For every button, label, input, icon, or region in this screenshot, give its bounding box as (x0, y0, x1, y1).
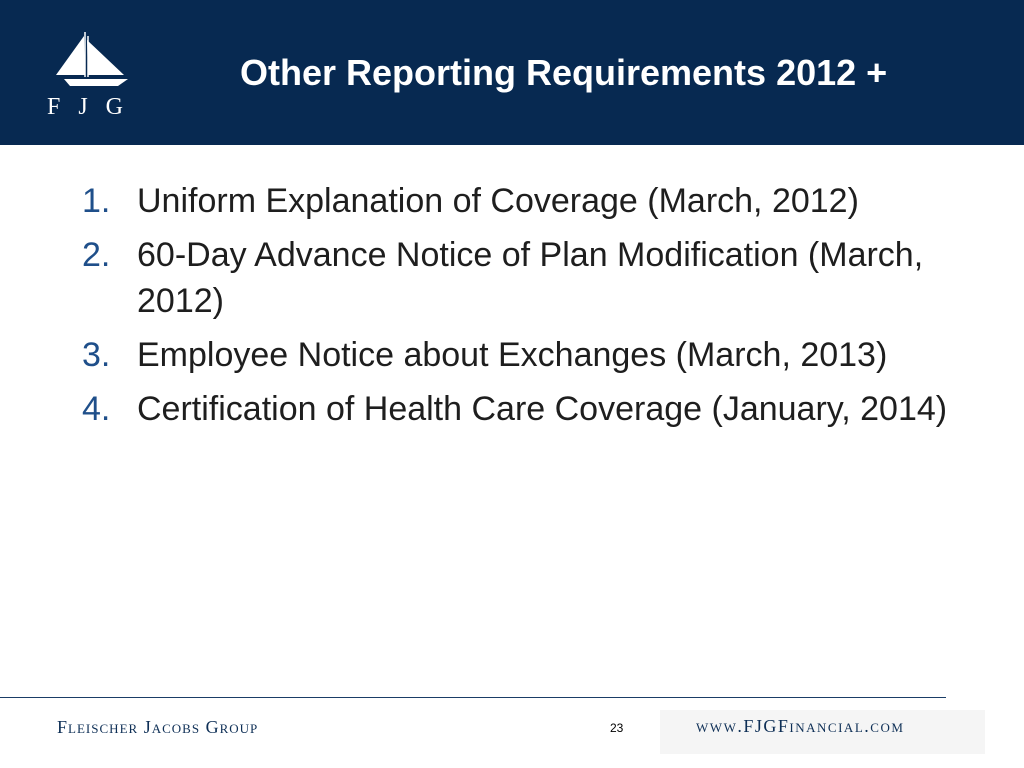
list-item-number: 3. (82, 336, 111, 374)
list-item (82, 386, 962, 432)
list-item (82, 232, 962, 324)
sailboat-icon (44, 30, 132, 92)
list-item-number: 1. (82, 182, 111, 220)
footer-company-name (57, 717, 258, 738)
list-item-text: Certification of Health Care Coverage (January, 2014) (137, 390, 948, 428)
company-name-text: FLEISCHER JACOBS GROUP (57, 717, 259, 737)
list-item-number: 4. (82, 390, 111, 428)
logo-text: F J G (46, 94, 130, 120)
list-item (82, 178, 962, 224)
list-item-text: Employee Notice about Exchanges (March, 2013) (137, 336, 888, 374)
list-item-text: Uniform Explanation of Coverage (March, 2012) (137, 182, 859, 220)
requirements-list (82, 178, 962, 440)
slide-title: Other Reporting Requirements 2012 + (240, 52, 888, 93)
website-text: WWW.FJGFINANCIAL.COM (696, 716, 905, 736)
footer-website (660, 710, 985, 754)
list-item (82, 332, 962, 378)
page-number: 23 (610, 721, 624, 735)
slide-header (0, 0, 1024, 145)
list-item-text: 60-Day Advance Notice of Plan Modification (March, 2012) (137, 236, 924, 320)
list-item-number: 2. (82, 236, 111, 274)
footer-divider (0, 697, 946, 698)
fjg-logo (44, 30, 132, 126)
